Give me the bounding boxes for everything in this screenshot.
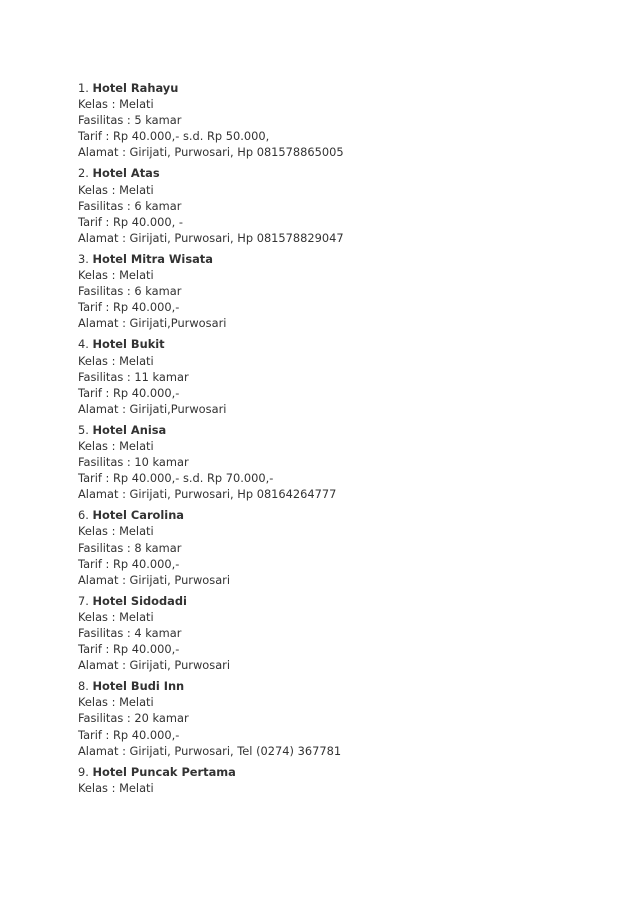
hotel-title bbox=[78, 80, 598, 96]
hotel-address: Alamat : Girijati, Purwosari bbox=[78, 658, 231, 673]
hotel-rate: Tarif : Rp 40.000, - bbox=[78, 214, 183, 229]
hotel-name: Hotel Anisa bbox=[92, 422, 167, 437]
hotel-number: 1. bbox=[78, 81, 89, 95]
hotel-class: Kelas : Melati bbox=[78, 353, 154, 368]
hotel-number: 8. bbox=[78, 679, 89, 694]
hotel-name: Hotel Puncak Pertama bbox=[92, 764, 236, 779]
hotel-facilities: Fasilitas : 8 kamar bbox=[78, 540, 182, 555]
hotel-facilities: Fasilitas : 10 kamar bbox=[78, 455, 189, 470]
hotel-class: Kelas : Melati bbox=[78, 268, 154, 283]
hotel-title bbox=[78, 422, 598, 438]
hotel-class: Kelas : Melati bbox=[78, 695, 154, 710]
hotel-rate: Tarif : Rp 40.000,- s.d. Rp 50.000, bbox=[78, 129, 270, 144]
hotel-class: Kelas : Melati bbox=[78, 780, 154, 795]
hotel-title bbox=[78, 593, 598, 609]
hotel-title bbox=[78, 764, 598, 780]
hotel-number: 7. bbox=[78, 593, 89, 608]
hotel-rate: Tarif : Rp 40.000,- bbox=[78, 727, 180, 742]
hotel-entry bbox=[78, 336, 598, 416]
hotel-number: 3. bbox=[78, 251, 89, 266]
hotel-rate: Tarif : Rp 40.000,- bbox=[78, 385, 180, 400]
hotel-title bbox=[78, 165, 598, 181]
hotel-address: Alamat : Girijati,Purwosari bbox=[78, 401, 227, 416]
hotel-facilities: Fasilitas : 4 kamar bbox=[78, 626, 182, 640]
hotel-entry bbox=[78, 507, 598, 587]
hotel-title bbox=[78, 678, 598, 694]
hotel-name: Hotel Atas bbox=[92, 166, 160, 181]
hotel-name: Hotel Mitra Wisata bbox=[92, 251, 213, 266]
hotel-name: Hotel Sidodadi bbox=[92, 593, 187, 608]
hotel-class: Kelas : Melati bbox=[78, 182, 154, 197]
hotel-entry bbox=[78, 80, 598, 160]
hotel-entry bbox=[78, 251, 598, 331]
hotel-address: Alamat : Girijati, Purwosari bbox=[78, 572, 231, 587]
hotel-address: Alamat : Girijati, Purwosari, Hp 081578829047 bbox=[78, 230, 344, 245]
hotel-address: Alamat : Girijati,Purwosari bbox=[78, 316, 227, 331]
hotel-name: Hotel Budi Inn bbox=[92, 679, 185, 694]
hotel-number: 4. bbox=[78, 337, 89, 352]
hotel-title bbox=[78, 336, 598, 352]
document-page bbox=[78, 80, 598, 801]
hotel-address: Alamat : Girijati, Purwosari, Hp 08164264777 bbox=[78, 487, 337, 502]
hotel-class: Kelas : Melati bbox=[78, 97, 154, 112]
hotel-facilities: Fasilitas : 5 kamar bbox=[78, 113, 182, 128]
hotel-rate: Tarif : Rp 40.000,- bbox=[78, 556, 180, 571]
hotel-name: Hotel Bukit bbox=[92, 337, 165, 352]
hotel-entry bbox=[78, 764, 598, 796]
hotel-entry bbox=[78, 593, 598, 673]
hotel-class: Kelas : Melati bbox=[78, 524, 154, 539]
hotel-address: Alamat : Girijati, Purwosari, Tel (0274) 367781 bbox=[78, 743, 342, 758]
hotel-number: 5. bbox=[78, 422, 89, 437]
hotel-facilities: Fasilitas : 20 kamar bbox=[78, 711, 189, 726]
hotel-class: Kelas : Melati bbox=[78, 609, 154, 624]
hotel-rate: Tarif : Rp 40.000,- bbox=[78, 300, 180, 315]
hotel-number: 9. bbox=[78, 764, 89, 779]
hotel-facilities: Fasilitas : 11 kamar bbox=[78, 369, 189, 384]
hotel-rate: Tarif : Rp 40.000,- bbox=[78, 642, 180, 657]
hotel-class: Kelas : Melati bbox=[78, 438, 154, 453]
hotel-entry bbox=[78, 422, 598, 502]
hotel-address: Alamat : Girijati, Purwosari, Hp 081578865005 bbox=[78, 145, 344, 160]
hotel-entry bbox=[78, 165, 598, 245]
hotel-title bbox=[78, 251, 598, 267]
hotel-number: 2. bbox=[78, 166, 89, 181]
hotel-title bbox=[78, 507, 598, 523]
hotel-facilities: Fasilitas : 6 kamar bbox=[78, 284, 182, 299]
hotel-entry bbox=[78, 678, 598, 758]
hotel-facilities: Fasilitas : 6 kamar bbox=[78, 198, 182, 213]
hotel-name: Hotel Carolina bbox=[92, 508, 184, 523]
hotel-rate: Tarif : Rp 40.000,- s.d. Rp 70.000,- bbox=[78, 471, 274, 486]
hotel-name: Hotel Rahayu bbox=[92, 81, 179, 95]
hotel-number: 6. bbox=[78, 508, 89, 523]
